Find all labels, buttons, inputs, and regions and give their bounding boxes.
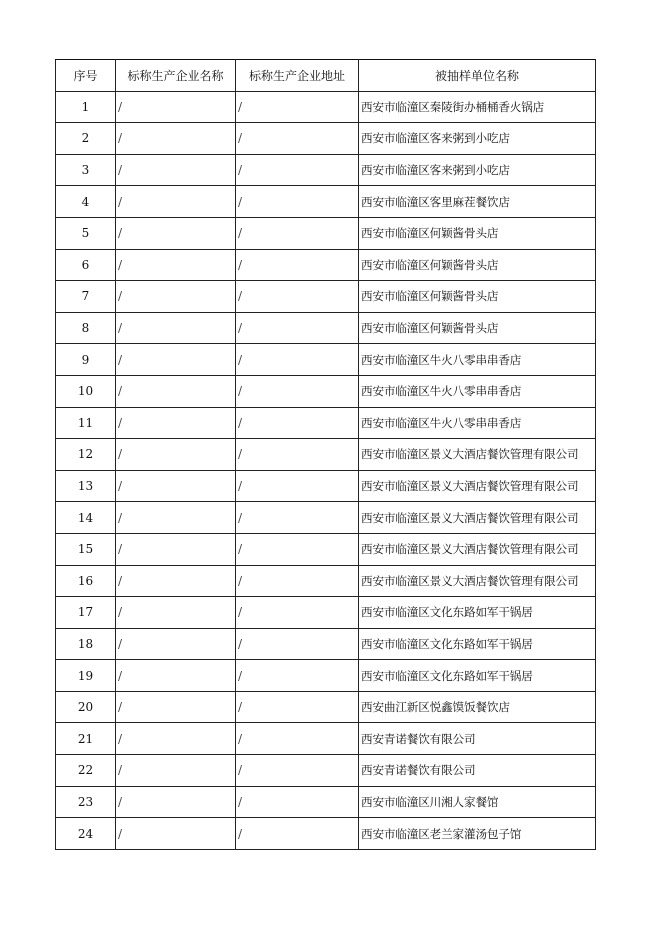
cell-manufacturer-address: / (236, 691, 359, 723)
sampling-table (55, 59, 596, 850)
cell-index: 18 (56, 628, 116, 660)
cell-manufacturer-address: / (236, 628, 359, 660)
cell-manufacturer-address: / (236, 533, 359, 565)
table-row (56, 407, 596, 439)
cell-manufacturer-name: / (116, 565, 236, 597)
cell-index: 12 (56, 439, 116, 471)
cell-manufacturer-address: / (236, 660, 359, 692)
table-row (56, 281, 596, 313)
table-row (56, 186, 596, 218)
cell-sampled-unit: 西安市临潼区客来粥到小吃店 (359, 123, 596, 155)
cell-index: 21 (56, 723, 116, 755)
cell-sampled-unit: 西安市临潼区文化东路如军干锅居 (359, 628, 596, 660)
cell-sampled-unit: 西安市临潼区何颖酱骨头店 (359, 281, 596, 313)
cell-index: 15 (56, 533, 116, 565)
cell-index: 24 (56, 818, 116, 850)
table-row (56, 375, 596, 407)
cell-manufacturer-name: / (116, 249, 236, 281)
table-row (56, 818, 596, 850)
table-row (56, 344, 596, 376)
cell-index: 2 (56, 123, 116, 155)
cell-sampled-unit: 西安市临潼区客里麻茬餐饮店 (359, 186, 596, 218)
cell-manufacturer-address: / (236, 375, 359, 407)
cell-manufacturer-name: / (116, 470, 236, 502)
cell-sampled-unit: 西安市临潼区老兰家灌汤包子馆 (359, 818, 596, 850)
table-row (56, 723, 596, 755)
table-row (56, 154, 596, 186)
cell-manufacturer-address: / (236, 217, 359, 249)
cell-manufacturer-address: / (236, 755, 359, 787)
cell-index: 16 (56, 565, 116, 597)
cell-index: 23 (56, 786, 116, 818)
table-header (56, 60, 596, 92)
cell-manufacturer-address: / (236, 281, 359, 313)
cell-manufacturer-name: / (116, 502, 236, 534)
cell-manufacturer-name: / (116, 407, 236, 439)
cell-manufacturer-name: / (116, 691, 236, 723)
cell-manufacturer-address: / (236, 565, 359, 597)
header-index: 序号 (56, 60, 116, 92)
table-row (56, 755, 596, 787)
cell-index: 10 (56, 375, 116, 407)
cell-manufacturer-name: / (116, 755, 236, 787)
cell-manufacturer-address: / (236, 818, 359, 850)
cell-sampled-unit: 西安青诺餐饮有限公司 (359, 755, 596, 787)
cell-manufacturer-address: / (236, 502, 359, 534)
cell-manufacturer-name: / (116, 154, 236, 186)
cell-manufacturer-address: / (236, 723, 359, 755)
cell-sampled-unit: 西安市临潼区何颖酱骨头店 (359, 249, 596, 281)
cell-manufacturer-address: / (236, 123, 359, 155)
cell-manufacturer-name: / (116, 186, 236, 218)
cell-manufacturer-address: / (236, 344, 359, 376)
cell-manufacturer-address: / (236, 312, 359, 344)
cell-sampled-unit: 西安市临潼区景义大酒店餐饮管理有限公司 (359, 533, 596, 565)
cell-sampled-unit: 西安市临潼区牛火八零串串香店 (359, 375, 596, 407)
table-row (56, 312, 596, 344)
cell-sampled-unit: 西安市临潼区文化东路如军干锅居 (359, 660, 596, 692)
table-row (56, 786, 596, 818)
table-row (56, 470, 596, 502)
cell-index: 3 (56, 154, 116, 186)
cell-index: 17 (56, 597, 116, 629)
cell-sampled-unit: 西安市临潼区何颖酱骨头店 (359, 312, 596, 344)
cell-sampled-unit: 西安市临潼区景义大酒店餐饮管理有限公司 (359, 565, 596, 597)
header-manufacturer-name: 标称生产企业名称 (116, 60, 236, 92)
cell-sampled-unit: 西安青诺餐饮有限公司 (359, 723, 596, 755)
cell-index: 5 (56, 217, 116, 249)
cell-index: 13 (56, 470, 116, 502)
cell-manufacturer-address: / (236, 249, 359, 281)
cell-index: 6 (56, 249, 116, 281)
cell-manufacturer-name: / (116, 597, 236, 629)
cell-manufacturer-name: / (116, 660, 236, 692)
cell-manufacturer-address: / (236, 597, 359, 629)
cell-manufacturer-address: / (236, 439, 359, 471)
cell-sampled-unit: 西安市临潼区何颖酱骨头店 (359, 217, 596, 249)
cell-sampled-unit: 西安市临潼区文化东路如军干锅居 (359, 597, 596, 629)
cell-manufacturer-address: / (236, 91, 359, 123)
cell-sampled-unit: 西安市临潼区秦陵街办桶桶香火锅店 (359, 91, 596, 123)
table-row (56, 91, 596, 123)
cell-manufacturer-name: / (116, 281, 236, 313)
table-row (56, 565, 596, 597)
cell-manufacturer-name: / (116, 123, 236, 155)
cell-sampled-unit: 西安市临潼区景义大酒店餐饮管理有限公司 (359, 439, 596, 471)
cell-manufacturer-address: / (236, 786, 359, 818)
table-row (56, 628, 596, 660)
cell-index: 8 (56, 312, 116, 344)
cell-manufacturer-name: / (116, 312, 236, 344)
table-row (56, 217, 596, 249)
cell-manufacturer-name: / (116, 628, 236, 660)
cell-manufacturer-name: / (116, 786, 236, 818)
cell-index: 7 (56, 281, 116, 313)
cell-index: 1 (56, 91, 116, 123)
cell-manufacturer-address: / (236, 186, 359, 218)
cell-sampled-unit: 西安市临潼区景义大酒店餐饮管理有限公司 (359, 470, 596, 502)
cell-index: 19 (56, 660, 116, 692)
cell-manufacturer-name: / (116, 375, 236, 407)
cell-index: 4 (56, 186, 116, 218)
table-row (56, 691, 596, 723)
cell-index: 11 (56, 407, 116, 439)
cell-manufacturer-address: / (236, 470, 359, 502)
header-sampled-unit: 被抽样单位名称 (359, 60, 596, 92)
header-manufacturer-address: 标称生产企业地址 (236, 60, 359, 92)
cell-index: 9 (56, 344, 116, 376)
cell-index: 14 (56, 502, 116, 534)
cell-manufacturer-name: / (116, 533, 236, 565)
cell-manufacturer-name: / (116, 818, 236, 850)
cell-manufacturer-name: / (116, 344, 236, 376)
table-body (56, 91, 596, 849)
cell-sampled-unit: 西安市临潼区牛火八零串串香店 (359, 344, 596, 376)
cell-manufacturer-name: / (116, 723, 236, 755)
table-row (56, 597, 596, 629)
cell-sampled-unit: 西安市临潼区景义大酒店餐饮管理有限公司 (359, 502, 596, 534)
header-row (56, 60, 596, 92)
table-row (56, 533, 596, 565)
cell-manufacturer-name: / (116, 91, 236, 123)
cell-manufacturer-address: / (236, 154, 359, 186)
cell-manufacturer-name: / (116, 439, 236, 471)
table-row (56, 123, 596, 155)
table-row (56, 249, 596, 281)
table-row (56, 439, 596, 471)
cell-index: 22 (56, 755, 116, 787)
cell-sampled-unit: 西安曲江新区悦鑫馍饭餐饮店 (359, 691, 596, 723)
table-row (56, 660, 596, 692)
cell-manufacturer-address: / (236, 407, 359, 439)
table-row (56, 502, 596, 534)
cell-sampled-unit: 西安市临潼区牛火八零串串香店 (359, 407, 596, 439)
cell-manufacturer-name: / (116, 217, 236, 249)
cell-index: 20 (56, 691, 116, 723)
cell-sampled-unit: 西安市临潼区客来粥到小吃店 (359, 154, 596, 186)
cell-sampled-unit: 西安市临潼区川湘人家餐馆 (359, 786, 596, 818)
